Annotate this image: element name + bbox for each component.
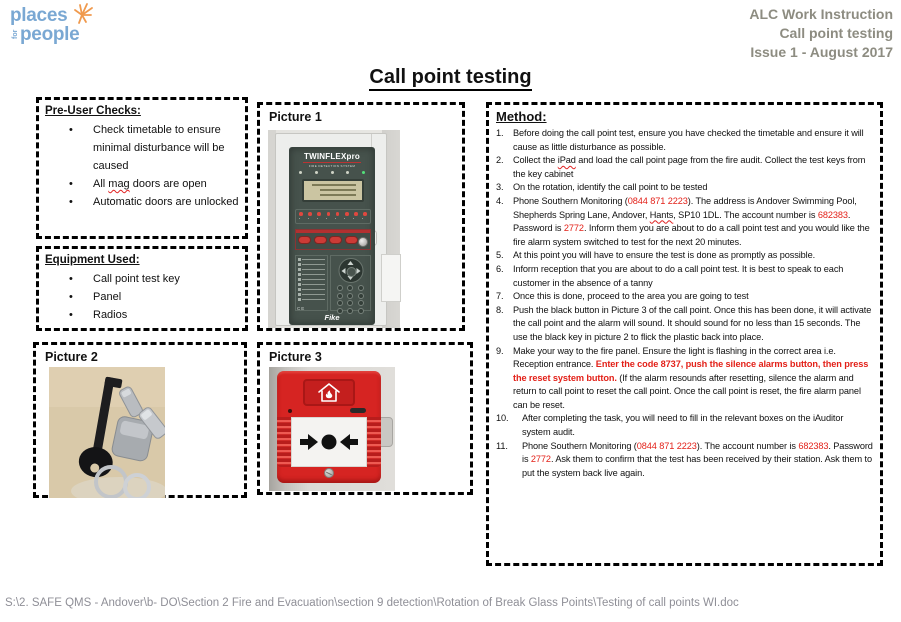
step-text — [513, 249, 876, 263]
logo-word-for: for — [12, 29, 19, 39]
text-segment: (If the alarm resounds after resetting, silence the alarm and return to call point to reset the call point. Once the call point is reset, the fire alarm panel can be reset. — [513, 372, 861, 410]
red-button — [314, 236, 327, 244]
equipment-item — [45, 270, 241, 288]
places-for-people-logo — [10, 6, 95, 44]
twinflex-panel — [289, 147, 375, 325]
indicator-label — [302, 299, 325, 301]
panel-title: TWINFLEXpro — [304, 152, 360, 161]
method-step — [496, 412, 876, 439]
logo-word-places: places — [10, 5, 68, 26]
status-led — [346, 171, 349, 174]
method-heading: Method: — [496, 109, 547, 124]
text-segment: After completing the task, you will need to fill in the relevant boxes on the iAuditor system audit. — [522, 413, 844, 438]
keypad-key — [337, 293, 343, 299]
picture-1-box — [257, 102, 465, 331]
text-segment: ). The account number is — [696, 440, 799, 451]
text-segment: . Password is — [522, 440, 873, 465]
text-segment: 0844 871 2223 — [627, 195, 688, 206]
pre-user-checks-heading: Pre-User Checks: — [45, 105, 141, 117]
method-step — [496, 440, 876, 481]
step-text — [522, 412, 876, 439]
step-text — [513, 263, 876, 290]
lcd-display — [302, 179, 364, 202]
header-line-3: Issue 1 - August 2017 — [750, 44, 893, 60]
panel-enclosure — [275, 133, 387, 326]
indicator-label — [302, 259, 325, 261]
picture-2-label: Picture 2 — [45, 350, 98, 364]
bullet-text — [93, 121, 241, 175]
step-text — [513, 154, 876, 181]
pre-user-checks-box — [36, 97, 248, 239]
title-row — [0, 66, 901, 89]
equipment-item — [45, 306, 241, 324]
text-segment: . Inform them you are about to do a call point test and you would like the fire alarm system switched to test for the next 20 minutes. — [513, 223, 870, 247]
zone-led — [336, 212, 340, 216]
indicator-row — [298, 258, 325, 261]
step-number: 10. — [496, 413, 509, 424]
reset-slot — [350, 408, 366, 413]
text-segment: All — [93, 178, 109, 190]
keypad-section — [330, 255, 371, 311]
step-number: 9. — [496, 345, 504, 356]
text-segment: Check timetable to ensure minimal disturbance will be caused — [93, 124, 225, 172]
bullet-icon: • — [69, 291, 73, 303]
indicator-label — [302, 279, 325, 281]
pre-check-item — [45, 121, 241, 175]
step-number: 7. — [496, 291, 504, 302]
call-point-body — [277, 371, 381, 483]
method-step — [496, 154, 876, 181]
indicator-led — [298, 293, 301, 296]
indicator-led — [298, 298, 301, 301]
status-led — [362, 171, 365, 174]
arrow-right-icon — [356, 268, 360, 274]
method-box — [486, 102, 883, 566]
text-segment: Radios — [93, 309, 128, 321]
keypad-key — [347, 300, 353, 306]
method-step — [496, 290, 876, 304]
step-text — [513, 345, 876, 413]
method-steps-list — [496, 127, 876, 480]
method-step — [496, 249, 876, 263]
step-text — [522, 440, 876, 481]
zone-led — [345, 212, 349, 216]
indicator-label — [302, 269, 325, 271]
symbol-plate — [303, 379, 355, 406]
fike-brand: Fike — [324, 313, 340, 322]
indicator-label — [302, 289, 325, 291]
step-text — [513, 127, 876, 154]
ce-mark: CE — [297, 306, 306, 311]
step-number: 5. — [496, 250, 504, 261]
method-step — [496, 127, 876, 154]
step-number: 8. — [496, 304, 504, 315]
document-header — [749, 5, 893, 62]
text-segment: On the rotation, identify the call point to be tested — [513, 182, 708, 193]
indicator-led — [298, 288, 301, 291]
keypad-key — [337, 285, 343, 291]
step-number: 1. — [496, 128, 504, 138]
frangible-element — [291, 417, 367, 467]
zone-led — [308, 212, 312, 216]
file-path: S:\2. SAFE QMS - Andover\b- DO\Section 2 Fire and Evacuation\section 9 detection\Rotation of Break Glass Points\Testing of call points WI.doc — [5, 597, 739, 609]
bullet-icon: • — [69, 196, 73, 208]
zone-led-section — [295, 209, 371, 224]
bullet-text — [93, 270, 241, 288]
text-segment: 682383 — [817, 209, 848, 220]
text-segment: Push the black button in Picture 3 of the call point. Once this has been done, it will activate the call point and the alarm will sound. It should sound for no less than 15 seconds. The use the black key in picture 2 to flick the plastic back into place. — [513, 304, 872, 342]
step-text — [513, 195, 876, 249]
indicator-label — [302, 264, 325, 266]
method-step — [496, 304, 876, 345]
step-number: 4. — [496, 195, 504, 206]
step-number: 2. — [496, 155, 504, 166]
indicator-led — [298, 268, 301, 271]
text-segment: mag — [108, 178, 130, 190]
text-segment: 0844 871 2223 — [636, 440, 697, 451]
text-segment: Phone Southern Monitoring ( — [513, 195, 628, 206]
bullet-text — [93, 193, 241, 211]
indicator-label — [302, 284, 325, 286]
step-number: 11. — [496, 440, 508, 451]
red-button — [345, 236, 358, 244]
method-step — [496, 181, 876, 195]
indicator-led — [298, 278, 301, 281]
text-segment: At this point you will have to ensure the test is done as promptly as possible. — [513, 250, 816, 261]
wall-device — [381, 254, 401, 302]
text-segment: 2772 — [530, 454, 551, 465]
text-segment: . Ask them to confirm that the test has been received by their station. Ask them to put the system back live again. — [522, 454, 873, 478]
text-segment: Once this is done, proceed to the area you are going to test — [513, 291, 749, 302]
bullet-icon: • — [69, 124, 73, 136]
indicator-row — [298, 288, 325, 291]
text-segment: Make your way to the fire panel. Ensure the light is flashing in the correct area i.e. Reception entrance. — [513, 345, 836, 370]
method-step — [496, 195, 876, 249]
indicator-row — [298, 283, 325, 286]
indicator-row — [298, 263, 325, 266]
key-switch-icon — [358, 237, 368, 247]
zone-led — [354, 212, 358, 216]
equipment-item — [45, 288, 241, 306]
text-segment: Enter the code 8737, push the silence alarms button, then press the reset system button. — [513, 359, 869, 383]
step-text — [513, 181, 876, 195]
bullet-text — [93, 306, 241, 324]
method-step — [496, 345, 876, 413]
indicator-row — [298, 268, 325, 271]
zone-led — [327, 212, 331, 216]
zone-labels — [299, 218, 367, 219]
right-ribs — [367, 417, 381, 467]
page-title: Call point testing — [369, 66, 531, 91]
indicator-row — [298, 293, 325, 296]
test-keys-photo — [49, 367, 165, 498]
text-segment: 2772 — [563, 223, 584, 234]
numeric-keypad — [335, 285, 366, 308]
zone-led-row — [299, 212, 367, 216]
picture-3-box — [257, 342, 473, 495]
zone-led — [299, 212, 303, 216]
status-led — [315, 171, 318, 174]
indicator-row — [298, 273, 325, 276]
bullet-icon: • — [69, 273, 73, 285]
picture-1-label: Picture 1 — [269, 110, 322, 124]
text-segment: iPad — [557, 155, 576, 166]
zone-led — [363, 212, 367, 216]
status-led-row — [299, 171, 365, 174]
fire-panel-photo — [268, 130, 400, 328]
arrow-left-icon — [341, 268, 345, 274]
step-text — [513, 304, 876, 345]
header-line-2: Call point testing — [779, 25, 893, 41]
text-segment: Phone Southern Monitoring ( — [522, 440, 637, 451]
logo-word-people: people — [20, 24, 80, 45]
text-segment: . Password is — [513, 209, 851, 234]
push-here-arrows-icon — [300, 433, 358, 451]
text-segment: 682383 — [798, 440, 829, 451]
left-ribs — [277, 417, 291, 467]
equipment-used-heading: Equipment Used: — [45, 254, 140, 266]
equipment-used-list — [45, 270, 241, 324]
text-segment: , SP10 1DL. The account number is — [673, 209, 818, 220]
text-segment: Before doing the call point test, ensure you have checked the timetable and ensure it will cause as little disturbance as possible. — [513, 128, 864, 152]
zone-led — [317, 212, 321, 216]
text-segment: Hants — [649, 209, 674, 220]
indicator-legend — [295, 255, 328, 311]
arrow-down-icon — [348, 276, 354, 280]
indicator-led — [298, 258, 301, 261]
bullet-text — [93, 288, 241, 306]
dpad-icon — [338, 258, 363, 283]
text-segment: and load the call point page from the fire audit. Collect the test keys from the key cabinet — [513, 155, 866, 179]
red-button — [298, 236, 311, 244]
control-buttons-section — [295, 229, 371, 250]
led-dot — [288, 409, 292, 413]
indicator-row — [298, 278, 325, 281]
text-segment: doors are open — [129, 178, 207, 190]
text-segment: Panel — [93, 291, 122, 303]
keypad-key — [358, 285, 364, 291]
step-text — [513, 290, 876, 304]
pre-check-item — [45, 193, 241, 211]
method-step — [496, 263, 876, 290]
step-number: 6. — [496, 263, 504, 274]
text-segment: Call point test key — [93, 273, 180, 285]
equipment-used-box — [36, 246, 248, 331]
picture-3-label: Picture 3 — [269, 350, 322, 364]
screw-icon — [324, 468, 334, 478]
text-segment: Collect the — [513, 155, 558, 166]
indicator-row — [298, 298, 325, 301]
arrow-up-icon — [348, 261, 354, 265]
indicator-led — [298, 263, 301, 266]
status-led — [299, 171, 302, 174]
keypad-key — [358, 300, 364, 306]
red-button — [329, 236, 342, 244]
panel-lower-section — [295, 255, 371, 311]
status-led — [331, 171, 334, 174]
panel-subtitle: FIRE DETECTION SYSTEM — [303, 162, 361, 168]
call-point-photo — [269, 367, 395, 491]
keypad-key — [347, 293, 353, 299]
text-segment: Automatic doors are unlocked — [93, 196, 239, 208]
pre-check-item — [45, 175, 241, 193]
keypad-key — [347, 285, 353, 291]
keypad-key — [358, 293, 364, 299]
header-line-1: ALC Work Instruction — [749, 6, 893, 22]
indicator-label — [302, 294, 325, 296]
bullet-icon: • — [69, 309, 73, 321]
pre-user-checks-list — [45, 121, 241, 211]
keypad-key — [337, 300, 343, 306]
indicator-label — [302, 274, 325, 276]
indicator-led — [298, 283, 301, 286]
house-fire-icon — [315, 382, 343, 403]
bullet-text — [93, 175, 241, 193]
text-segment: Inform reception that you are about to do a call point test. It is best to speak to each customer in the absence of a tanny — [513, 263, 844, 288]
bullet-icon: • — [69, 178, 73, 190]
step-number: 3. — [496, 182, 504, 193]
picture-2-box — [33, 342, 247, 498]
indicator-led — [298, 273, 301, 276]
text-segment: ). The address is Andover Swimming Pool, Shepherds Spring Lane, Andover, — [513, 195, 857, 220]
